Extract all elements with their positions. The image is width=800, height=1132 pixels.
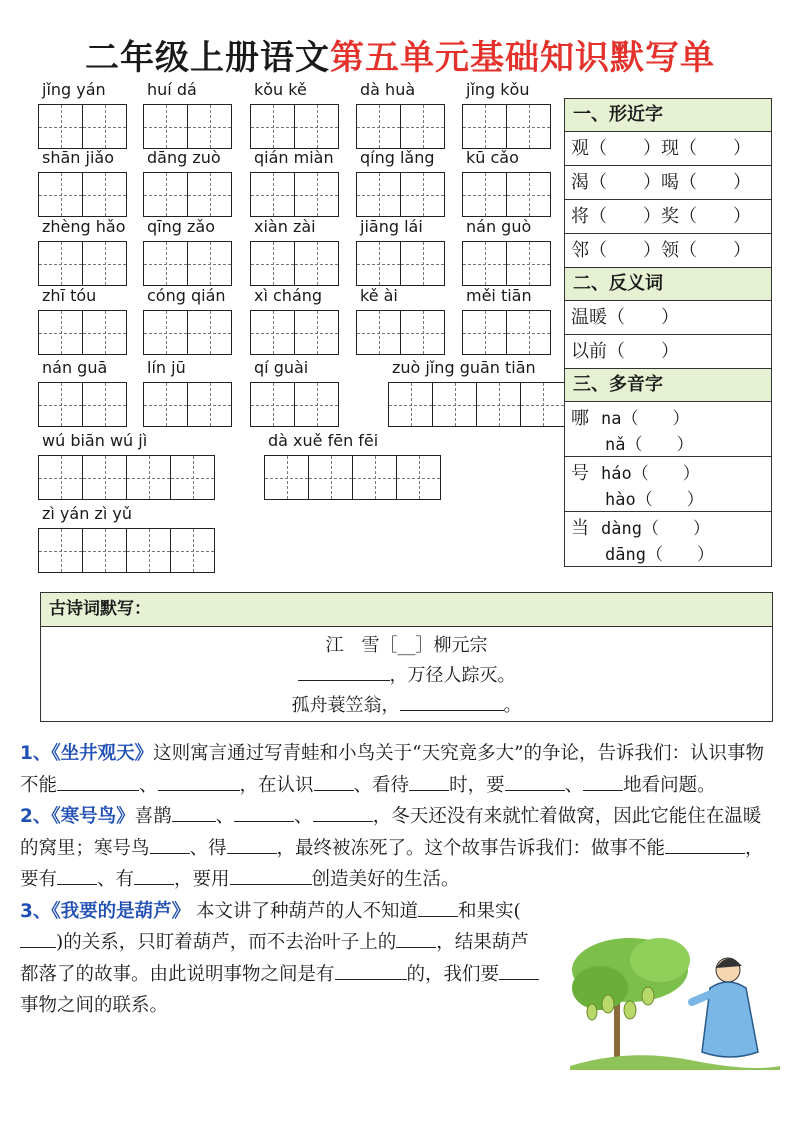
writing-box[interactable] — [388, 382, 433, 427]
q-text: ，要有 — [20, 837, 764, 890]
answer-blank[interactable] — [234, 803, 294, 822]
writing-box[interactable] — [506, 104, 551, 149]
q-text: 、 — [294, 806, 313, 827]
writing-box[interactable] — [250, 104, 295, 149]
q-text: 事物之间的联系。 — [20, 995, 169, 1016]
writing-box[interactable] — [476, 382, 521, 427]
writing-box[interactable] — [294, 172, 339, 217]
pinyin-label: měi tiān — [466, 286, 532, 305]
question-number: 3、 — [20, 900, 52, 922]
writing-box[interactable] — [308, 455, 353, 500]
writing-box[interactable] — [82, 455, 127, 500]
answer-blank[interactable] — [313, 803, 373, 822]
pinyin-label: xì cháng — [254, 286, 323, 305]
writing-box[interactable] — [143, 310, 188, 355]
q-text: 、看待 — [353, 774, 410, 796]
page-title — [0, 30, 800, 79]
answer-blank[interactable] — [298, 662, 390, 681]
writing-box[interactable] — [143, 241, 188, 286]
writing-box[interactable] — [462, 310, 507, 355]
writing-box[interactable] — [400, 310, 445, 355]
poem-dictation-box — [40, 592, 773, 722]
question-2 — [20, 801, 780, 896]
title-part-2: 第五单元基础知识默写单 — [330, 38, 715, 78]
writing-box[interactable] — [462, 172, 507, 217]
writing-box[interactable] — [356, 104, 401, 149]
writing-box[interactable] — [143, 104, 188, 149]
polyphonic-row[interactable] — [565, 512, 771, 566]
pinyin-label: zì yán zì yǔ — [42, 504, 132, 523]
reading-2: nǎ（ ） — [605, 435, 694, 455]
pinyin-label: kǒu kě — [254, 80, 307, 99]
question-title: 《我要的是葫芦》 — [51, 900, 191, 922]
pinyin-label: dà xuě fēn fēi — [268, 431, 379, 450]
polyphonic-header: 三、多音字 — [565, 369, 771, 402]
writing-box[interactable] — [82, 528, 127, 573]
antonyms-header: 二、反义词 — [565, 268, 771, 301]
answer-blank[interactable] — [150, 835, 190, 854]
poem-text: ，万径人踪灭。 — [389, 665, 516, 686]
answer-blank[interactable] — [396, 929, 436, 948]
q-text: ，冬天还没有来就忙着做窝，因此它能住在温暖 的窝里；寒号鸟 — [20, 806, 762, 859]
similar-chars-header: 一、形近字 — [565, 99, 771, 132]
pinyin-label: jiāng lái — [360, 217, 423, 236]
poem-line-2 — [41, 661, 772, 691]
reading-2: hào（ ） — [605, 490, 704, 510]
pinyin-label: nán guò — [466, 217, 532, 236]
pinyin-label: jǐng yán — [42, 80, 106, 99]
writing-box[interactable] — [143, 382, 188, 427]
writing-box[interactable] — [38, 528, 83, 573]
reading-1: háo（ ） — [601, 464, 700, 484]
answer-blank[interactable] — [172, 803, 216, 822]
pinyin-label: dà huà — [360, 80, 416, 99]
writing-box[interactable] — [143, 172, 188, 217]
writing-box[interactable] — [400, 104, 445, 149]
pinyin-label: qīng zǎo — [147, 217, 215, 236]
writing-box[interactable] — [38, 310, 83, 355]
poem-title-line: 江 雪［__］柳元宗 — [325, 635, 488, 656]
writing-box[interactable] — [294, 382, 339, 427]
answer-blank[interactable] — [499, 961, 539, 980]
q-text: 地看问题。 — [623, 774, 716, 796]
poem-text: 。 — [503, 695, 522, 716]
polyphonic-char: 号 — [571, 463, 589, 484]
similar-chars-row[interactable]: 渴（ ）喝（ ） — [565, 166, 771, 200]
writing-box[interactable] — [187, 382, 232, 427]
answer-blank[interactable] — [230, 866, 312, 885]
writing-box[interactable] — [82, 104, 127, 149]
pinyin-label: qíng lǎng — [360, 148, 435, 167]
writing-box[interactable] — [82, 172, 127, 217]
question-title: 《寒号鸟》 — [51, 806, 135, 827]
writing-box[interactable] — [400, 172, 445, 217]
answer-blank[interactable] — [665, 835, 745, 854]
answer-blank[interactable] — [57, 772, 139, 791]
q-text: 、得 — [189, 837, 227, 859]
answer-blank[interactable] — [583, 772, 623, 791]
q-text: 、 — [564, 774, 584, 796]
pinyin-label: qí guài — [254, 358, 309, 377]
q-text: 喜鹊 — [134, 806, 172, 827]
q-text: 、有 — [97, 869, 135, 890]
writing-box[interactable] — [294, 104, 339, 149]
pinyin-label: qián miàn — [254, 148, 334, 167]
title-part-1: 二年级上册语文 — [85, 38, 330, 78]
writing-box[interactable] — [250, 172, 295, 217]
pinyin-label: jǐng kǒu — [466, 80, 530, 99]
writing-box[interactable] — [462, 241, 507, 286]
similar-chars-row[interactable]: 将（ ）奖（ ） — [565, 200, 771, 234]
writing-box[interactable] — [294, 310, 339, 355]
q-text: 创造美好的生活。 — [311, 869, 460, 890]
vine-stake — [614, 1000, 620, 1066]
antonym-row[interactable]: 温暖（ ） — [565, 301, 771, 335]
gourd-illustration — [570, 930, 780, 1070]
pinyin-label: lín jū — [147, 358, 186, 377]
q-text: ，结果葫芦都落了的故事。由此说明事物之间是有 — [20, 932, 529, 985]
writing-box[interactable] — [82, 310, 127, 355]
answer-blank[interactable] — [134, 866, 174, 885]
writing-box[interactable] — [82, 382, 127, 427]
q-text: 、 — [139, 774, 158, 796]
polyphonic-row[interactable] — [565, 402, 771, 457]
writing-box[interactable] — [520, 382, 565, 427]
answer-blank[interactable] — [20, 929, 56, 948]
right-exercise-table — [564, 98, 772, 567]
writing-box[interactable] — [356, 241, 401, 286]
pinyin-label: xiàn zài — [254, 217, 316, 236]
q-text: 这则寓言通过写青蛙和小鸟关于“天究竟多大”的争论，告诉我们：认识事物不能 — [20, 743, 765, 796]
writing-box[interactable] — [126, 455, 171, 500]
writing-box[interactable] — [294, 241, 339, 286]
poem-line-3 — [41, 691, 772, 721]
question-3 — [20, 896, 540, 1022]
polyphonic-row[interactable] — [565, 457, 771, 512]
q-text: )的关系，只盯着葫芦，而不去治叶子上的 — [56, 932, 397, 953]
answer-blank[interactable] — [505, 772, 565, 791]
polyphonic-char: 当 — [571, 518, 589, 539]
answer-blank[interactable] — [335, 961, 407, 980]
pinyin-label: kě ài — [360, 286, 398, 305]
question-number: 2、 — [20, 806, 52, 827]
pinyin-label: kū cǎo — [466, 148, 519, 167]
answer-blank[interactable] — [227, 835, 277, 854]
writing-box[interactable] — [82, 241, 127, 286]
writing-box[interactable] — [170, 455, 215, 500]
polyphonic-char: 哪 — [571, 408, 589, 429]
q-text: ，最终被冻死了。这个故事告诉我们：做事不能 — [276, 837, 666, 859]
poem-header: 古诗词默写： — [41, 593, 772, 627]
question-number: 1、 — [20, 743, 52, 764]
similar-chars-row[interactable]: 观（ ）现（ ） — [565, 132, 771, 166]
answer-blank[interactable] — [57, 866, 97, 885]
writing-box[interactable] — [187, 310, 232, 355]
reading-1: na（ ） — [601, 409, 690, 429]
pinyin-label: cóng qián — [147, 286, 226, 305]
writing-box[interactable] — [38, 104, 83, 149]
writing-box[interactable] — [38, 172, 83, 217]
writing-box[interactable] — [170, 528, 215, 573]
answer-blank[interactable] — [400, 692, 504, 711]
writing-box[interactable] — [432, 382, 477, 427]
pinyin-label: zhī tóu — [42, 286, 97, 305]
writing-box[interactable] — [187, 172, 232, 217]
q-text: 时，要 — [449, 774, 505, 796]
pinyin-label: huí dá — [147, 80, 197, 99]
answer-blank[interactable] — [314, 772, 354, 791]
pinyin-label: zuò jǐng guān tiān — [392, 358, 536, 377]
writing-box[interactable] — [38, 455, 83, 500]
writing-box[interactable] — [187, 104, 232, 149]
writing-box[interactable] — [38, 382, 83, 427]
reading-2: dāng（ ） — [605, 545, 714, 565]
q-text: ，在认识 — [239, 774, 314, 796]
writing-box[interactable] — [250, 382, 295, 427]
answer-blank[interactable] — [409, 772, 449, 791]
writing-box[interactable] — [356, 310, 401, 355]
similar-chars-row[interactable]: 邻（ ）领（ ） — [565, 234, 771, 268]
pinyin-label: dāng zuò — [147, 148, 221, 167]
reading-1: dàng（ ） — [601, 519, 710, 539]
writing-box[interactable] — [462, 104, 507, 149]
writing-box[interactable] — [356, 172, 401, 217]
writing-box[interactable] — [264, 455, 309, 500]
writing-box[interactable] — [187, 241, 232, 286]
q-text: 和果实( — [458, 900, 521, 922]
pinyin-label: shān jiǎo — [42, 148, 114, 167]
answer-blank[interactable] — [418, 898, 458, 917]
q-text: 、 — [215, 806, 235, 827]
q-text: 的，我们要 — [406, 963, 500, 985]
writing-box[interactable] — [250, 310, 295, 355]
writing-box[interactable] — [38, 241, 83, 286]
writing-box[interactable] — [506, 310, 551, 355]
pinyin-label: wú biān wú jì — [42, 431, 148, 450]
question-1 — [20, 738, 780, 801]
question-title: 《坐井观天》 — [51, 743, 154, 764]
writing-box[interactable] — [506, 241, 551, 286]
writing-box[interactable] — [396, 455, 441, 500]
antonym-row[interactable]: 以前（ ） — [565, 335, 771, 369]
poem-text: 孤舟蓑笠翁， — [291, 695, 400, 716]
pinyin-label: zhèng hǎo — [42, 217, 126, 236]
pinyin-label: nán guā — [42, 358, 108, 377]
writing-box[interactable] — [506, 172, 551, 217]
writing-box[interactable] — [126, 528, 171, 573]
answer-blank[interactable] — [158, 772, 240, 791]
writing-box[interactable] — [250, 241, 295, 286]
writing-box[interactable] — [400, 241, 445, 286]
writing-box[interactable] — [352, 455, 397, 500]
q-text: ，要用 — [174, 869, 230, 890]
q-text: 本文讲了种葫芦的人不知道 — [190, 900, 419, 922]
